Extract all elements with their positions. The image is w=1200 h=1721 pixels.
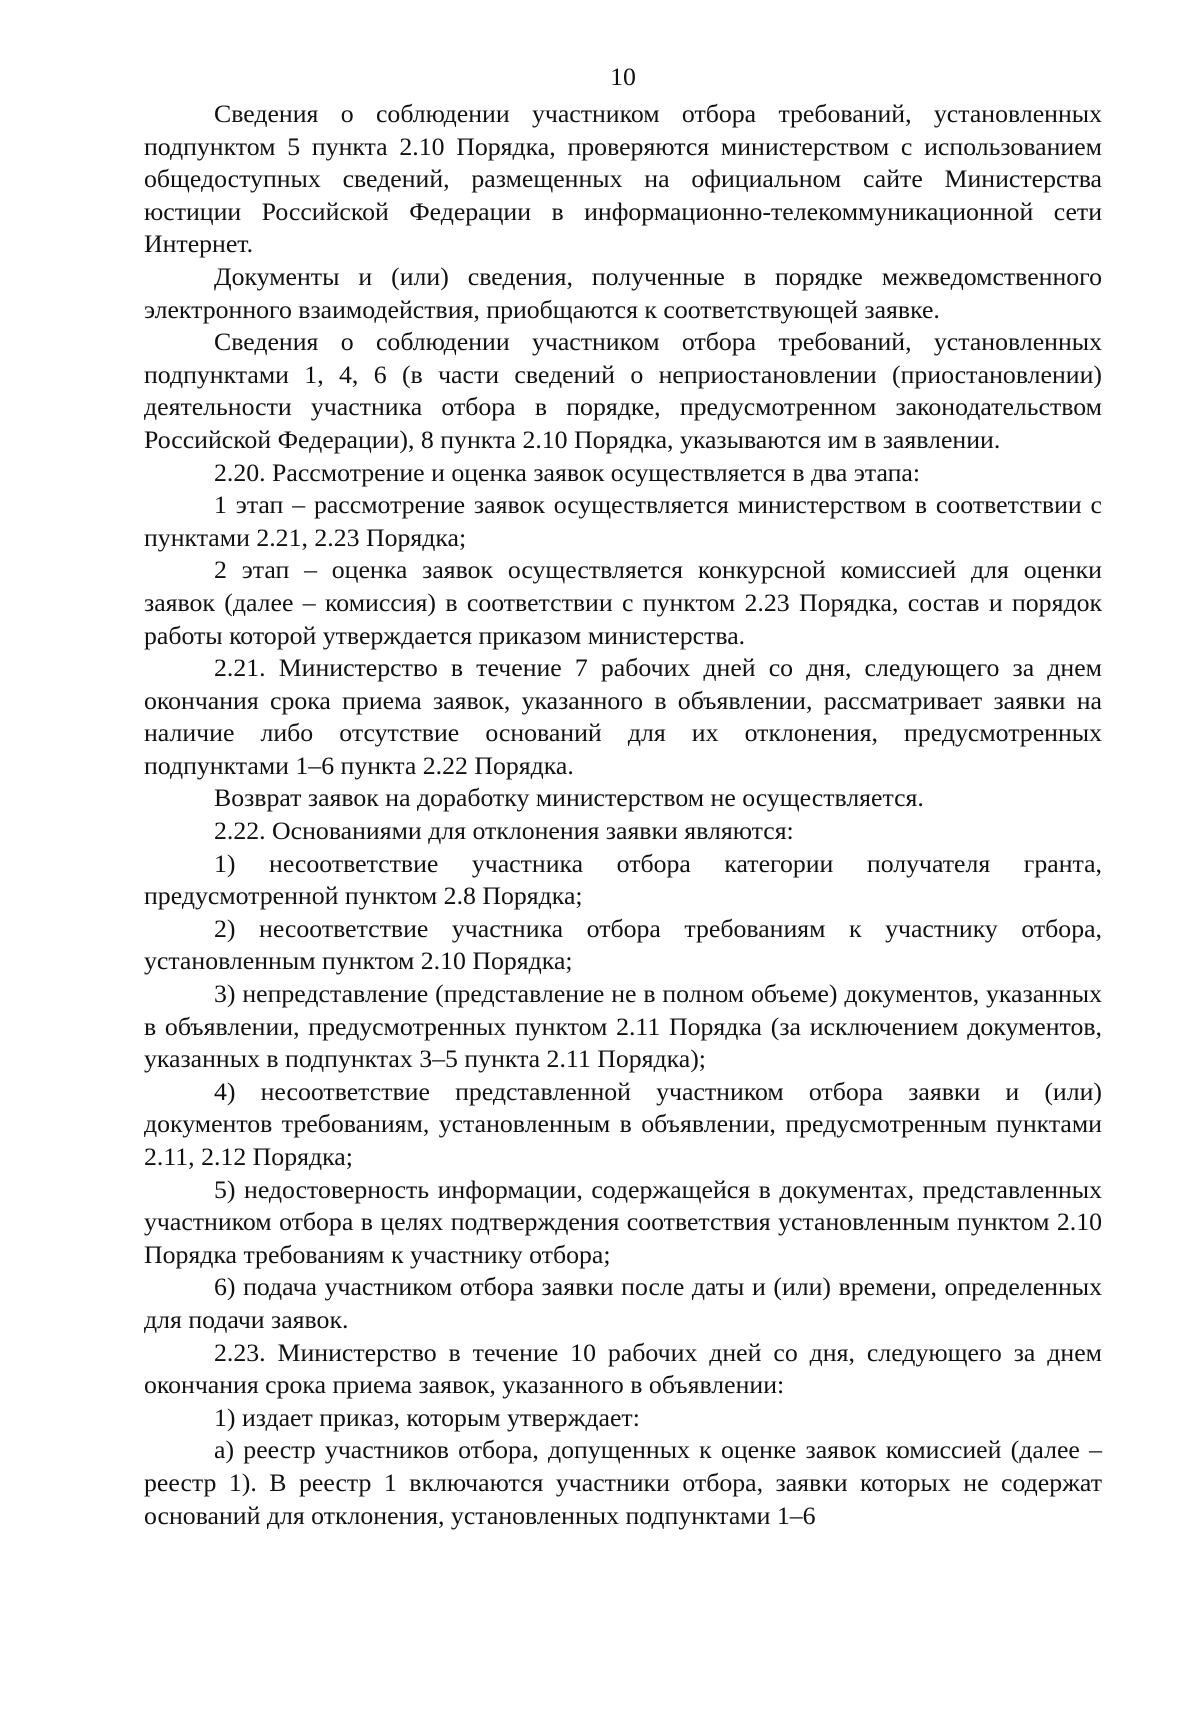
paragraph-7: 2.21. Министерство в течение 7 рабочих дней со дня, следующего за днем окончания срока приема заявок, указанного в объявлении, рассматривает заявки на наличие либо отсутствие оснований для их отклонения, предусмотренных подпунктами 1–6 пункта 2.22 Порядка. (144, 653, 1102, 780)
paragraph-18: а) реестр участников отбора, допущенных к оценке заявок комиссией (далее – реестр 1). В реестр 1 включаются участники отбора, заявки которых не содержат оснований для отклонения, установленных подпунктами 1–6 (144, 1435, 1102, 1530)
paragraph-5: 1 этап – рассмотрение заявок осуществляется министерством в соответствии с пунктами 2.21, 2.23 Порядка; (144, 490, 1102, 552)
paragraph-3: Сведения о соблюдении участником отбора требований, установленных подпунктами 1, 4, 6 (в части сведений о неприостановлении (приостановлении) деятельности участника отбора в порядке, предусмотренном законодательством Российской Федерации), 8 пункта 2.10 Порядка, указываются им в заявлении. (144, 327, 1102, 454)
paragraph-10: 1) несоответствие участника отбора категории получателя гранта, предусмотренной пунктом 2.8 Порядка; (144, 848, 1102, 911)
document-page (144, 60, 1102, 1532)
paragraph-8: Возврат заявок на доработку министерством не осуществляется. (214, 783, 924, 813)
paragraph-6: 2 этап – оценка заявок осуществляется конкурсной комиссией для оценки заявок (далее – комиссия) в соответствии с пунктом 2.23 Порядка, состав и порядок работы которой утверждается приказом министерства. (144, 555, 1102, 650)
paragraph-11: 2) несоответствие участника отбора требованиям к участнику отбора, установленным пунктом 2.10 Порядка; (144, 913, 1102, 976)
paragraph-4: 2.20. Рассмотрение и оценка заявок осуществляется в два этапа: (214, 457, 921, 487)
paragraph-12: 3) непредставление (представление не в полном объеме) документов, указанных в объявлении, предусмотренных пунктом 2.11 Порядка (за исключением документов, указанных в подпунктах 3–5 пункта 2.11 Порядка); (144, 979, 1102, 1074)
paragraph-14: 5) недостоверность информации, содержащейся в документах, представленных участником отбора в целях подтверждения соответствия установленным пунктом 2.10 Порядка требованиям к участнику отбора; (144, 1174, 1102, 1269)
paragraph-9: 2.22. Основаниями для отклонения заявки являются: (214, 816, 794, 846)
page-number: 10 (610, 62, 636, 91)
paragraph-1: Сведения о соблюдении участником отбора требований, установленных подпунктом 5 пункта 2.10 Порядка, проверяются министерством с использованием общедоступных сведений, размещенных на официальном сайте Министерства юстиции Российской Федерации в информационно-телекоммуникационной сети Интернет. (144, 99, 1102, 259)
paragraph-13: 4) несоответствие представленной участником отбора заявки и (или) документов требованиям, установленным в объявлении, предусмотренным пунктами 2.11, 2.12 Порядка; (144, 1076, 1102, 1171)
paragraph-17: 1) издает приказ, которым утверждает: (214, 1402, 640, 1432)
paragraph-15: 6) подача участником отбора заявки после даты и (или) времени, определенных для подачи заявок. (144, 1272, 1102, 1334)
paragraph-16: 2.23. Министерство в течение 10 рабочих дней со дня, следующего за днем окончания срока приема заявок, указанного в объявлении: (144, 1337, 1102, 1400)
paragraph-2: Документы и (или) сведения, полученные в порядке межведомственного электронного взаимодействия, приобщаются к соответствующей заявке. (144, 261, 1102, 324)
